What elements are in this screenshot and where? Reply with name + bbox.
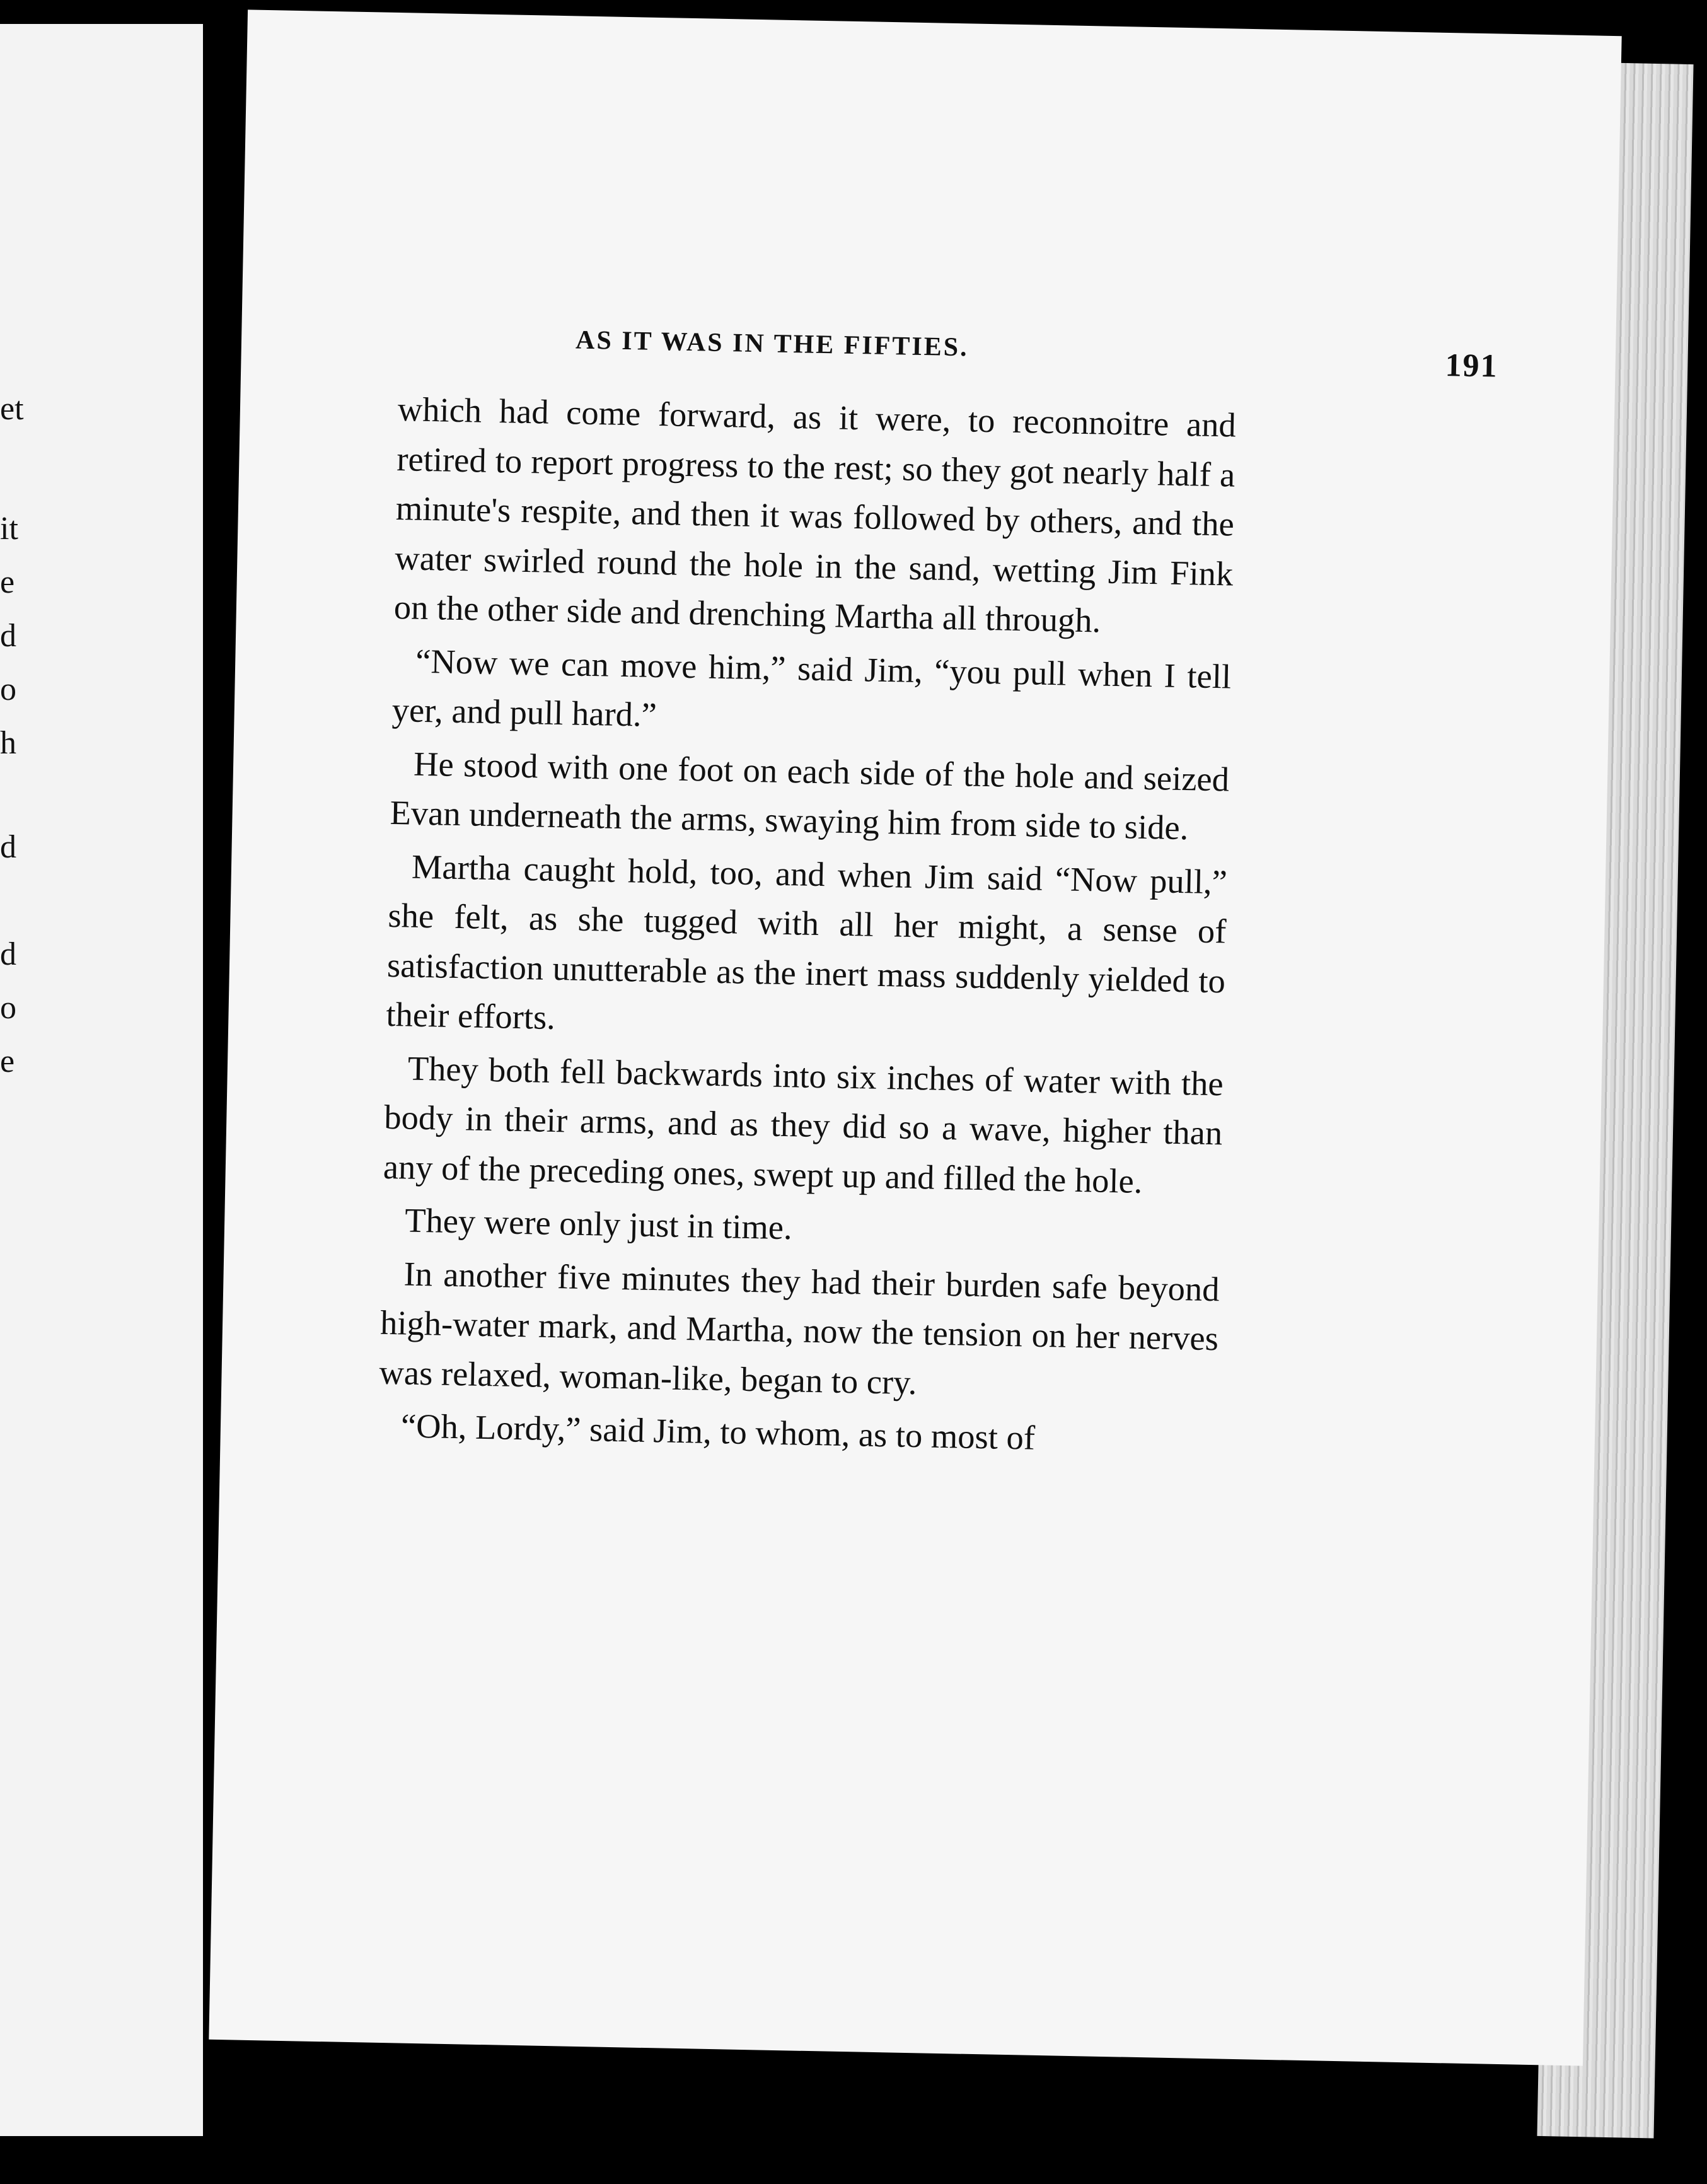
paragraph: “Now we can move him,” said Jim, “you pull when I tell yer, and pull hard.” — [391, 641, 1232, 735]
left-facing-page — [0, 24, 203, 2136]
left-fragment: o — [0, 671, 16, 707]
paragraph: They both fell backwards into six inches of water with the body in their arms, and as they did so a wave, higher than any of the preceding ones, swept up and filled the hole. — [383, 1048, 1224, 1200]
left-page-text-fragments — [0, 24, 203, 2136]
left-fragment: e — [0, 564, 15, 600]
left-fragment: e — [0, 1043, 15, 1079]
running-head-title: AS IT WAS IN THE FIFTIES. — [575, 325, 969, 363]
left-fragment: d — [0, 936, 16, 972]
left-fragment: it — [0, 511, 18, 547]
left-fragment: h — [0, 725, 16, 761]
body-text — [378, 385, 1236, 1470]
left-fragment: et — [0, 391, 24, 427]
left-fragment: d — [0, 829, 16, 865]
paragraph: which had come forward, as it were, to reconnoitre and retired to report progress to the rest; so they got nearly half a minute's respite, and then it was followed by others, and the water swirled round the hole in the sand, wetting Jim Fink on the other side and drenching Martha all through. — [393, 390, 1237, 640]
paragraph: He stood with one foot on each side of the hole and seized Evan underneath the arms, swaying him from side to side. — [390, 744, 1230, 847]
running-head — [575, 325, 1499, 385]
page-number: 191 — [1445, 347, 1499, 385]
left-fragment: d — [0, 618, 16, 654]
book-page — [209, 9, 1621, 2065]
paragraph: Martha caught hold, too, and when Jim said “Now pull,” she felt, as she tugged with all her might, a sense of satisfaction unutterable as the inert mass suddenly yielded to their efforts. — [385, 847, 1228, 1037]
paragraph: “Oh, Lordy,” said Jim, to whom, as to most of — [400, 1406, 1036, 1457]
paragraph: In another five minutes they had their burden safe beyond high-water mark, and Martha, now the tension on her nerves was relaxed, woman-like, began to cry. — [379, 1253, 1220, 1402]
left-fragment: o — [0, 990, 16, 1026]
paragraph: They were only just in time. — [404, 1200, 793, 1247]
